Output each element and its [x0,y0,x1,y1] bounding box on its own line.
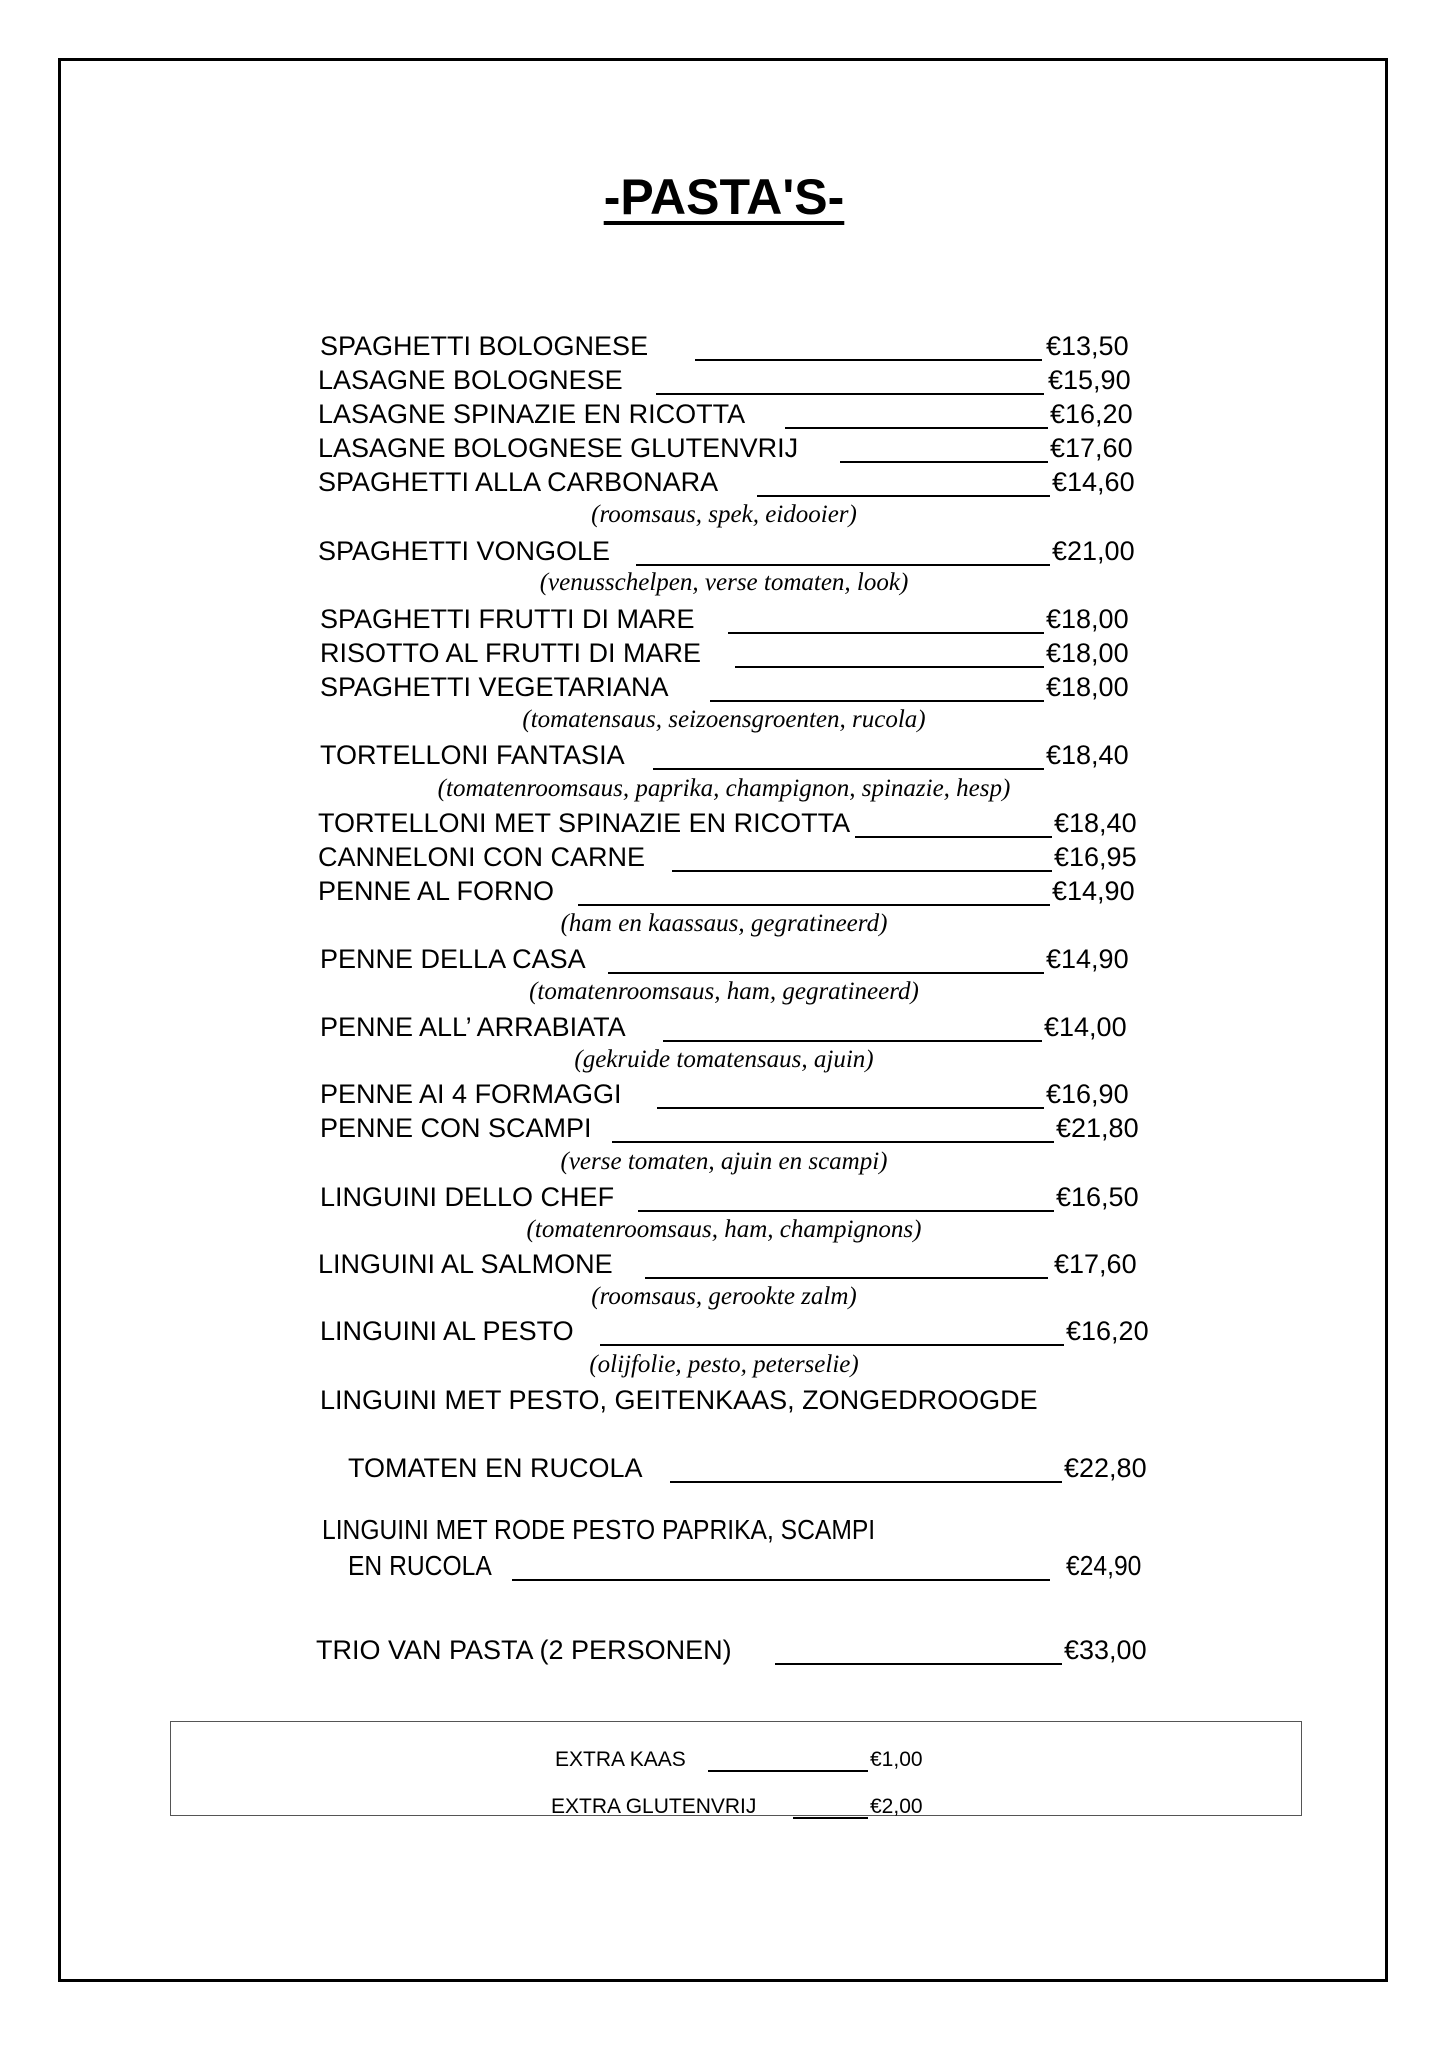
menu-item-price: €13,50 [1046,331,1129,361]
menu-item-price: €14,60 [1052,467,1135,497]
price-leader-line [612,1111,1054,1143]
extra-item-price: €1,00 [870,1748,923,1771]
menu-item [0,942,1448,976]
menu-item-name: LINGUINI AL SALMONE [318,1249,613,1279]
menu-item-price: €14,90 [1046,944,1129,974]
price-leader-line [785,397,1048,429]
menu-item [0,636,1448,670]
menu-item [0,397,1448,431]
menu-item-name: SPAGHETTI VEGETARIANA [320,672,669,702]
menu-item-price: €18,00 [1046,638,1129,668]
menu-item [0,1010,1448,1044]
menu-item [0,1247,1448,1281]
price-leader-line [840,431,1048,463]
menu-item-price: €16,20 [1066,1316,1149,1346]
menu-item [0,1549,1448,1583]
menu-item-description: (venusschelpen, verse tomaten, look) [539,569,909,596]
menu-item-description: (roomsaus, spek, eidooier) [591,501,857,528]
menu-item-price: €14,90 [1052,876,1135,906]
price-leader-line [653,738,1044,770]
menu-item-name: LASAGNE BOLOGNESE [318,365,623,395]
menu-item-price: €21,80 [1056,1113,1139,1143]
menu-item [0,1180,1448,1214]
price-leader-line [710,670,1044,702]
menu-item-price: €18,00 [1046,672,1129,702]
menu-item-description: (gekruide tomatensaus, ajuin) [574,1046,874,1073]
price-leader-line [775,1633,1062,1665]
menu-item [0,670,1448,704]
price-leader-line [645,1247,1048,1279]
menu-item [0,534,1448,568]
price-leader-line [608,942,1044,974]
menu-item-name: LINGUINI AL PESTO [320,1316,574,1346]
price-leader-line [636,534,1050,566]
price-leader-line [728,602,1044,634]
menu-item-name: PENNE CON SCAMPI [320,1113,592,1143]
menu-item [0,1111,1448,1145]
menu-item-price: €18,40 [1046,740,1129,770]
price-leader-line [670,1451,1062,1483]
menu-item-name: TOMATEN EN RUCOLA [348,1453,643,1483]
menu-title [0,169,1448,225]
menu-item-price: €14,00 [1044,1012,1127,1042]
menu-item [0,738,1448,772]
menu-item-price: €16,90 [1046,1079,1129,1109]
extra-item [0,1793,1448,1821]
menu-item-price: €18,40 [1054,808,1137,838]
menu-item [0,874,1448,908]
menu-item-price: €16,20 [1050,399,1133,429]
menu-item [0,840,1448,874]
menu-item [0,1451,1448,1485]
menu-item-price: €16,50 [1056,1182,1139,1212]
menu-item-name: RISOTTO AL FRUTTI DI MARE [320,638,702,668]
menu-item-name: EN RUCOLA [348,1550,492,1581]
menu-item-name: SPAGHETTI BOLOGNESE [320,331,649,361]
menu-item-name: TRIO VAN PASTA (2 PERSONEN) [316,1635,732,1665]
menu-item-description: (roomsaus, gerookte zalm) [591,1283,857,1310]
menu-item-description: (olijfolie, pesto, peterselie) [589,1351,859,1378]
price-leader-line [672,840,1052,872]
menu-item-price: €15,90 [1048,365,1131,395]
menu-item-name: SPAGHETTI ALLA CARBONARA [318,467,719,497]
menu-item-price: €24,90 [1066,1550,1142,1581]
price-leader-line [512,1549,1050,1581]
menu-item-price: €18,00 [1046,604,1129,634]
menu-item [0,806,1448,840]
menu-item-description: (tomatenroomsaus, ham, gegratineerd) [529,978,919,1005]
menu-item-name: LINGUINI DELLO CHEF [320,1182,615,1212]
menu-item-description: (tomatensaus, seizoensgroenten, rucola) [522,706,926,733]
price-leader-line [663,1010,1042,1042]
menu-item-price: €21,00 [1052,536,1135,566]
menu-item-name: SPAGHETTI FRUTTI DI MARE [320,604,695,634]
price-leader-line [638,1180,1054,1212]
price-leader-line [793,1793,868,1819]
price-leader-line [855,806,1052,838]
menu-item-description: (tomatenroomsaus, ham, champignons) [526,1216,922,1243]
price-leader-line [695,329,1042,361]
menu-item-name: PENNE AI 4 FORMAGGI [320,1079,622,1109]
extra-item-price: €2,00 [870,1795,923,1818]
menu-item [0,329,1448,363]
price-leader-line [708,1746,868,1772]
menu-item-description: (verse tomaten, ajuin en scampi) [560,1148,888,1175]
menu-item [0,1077,1448,1111]
menu-item-price: €17,60 [1050,433,1133,463]
extra-item-name: EXTRA KAAS [555,1748,686,1771]
menu-item-name: CANNELONI CON CARNE [318,842,646,872]
menu-item-price: €16,95 [1054,842,1137,872]
menu-item [0,363,1448,397]
menu-item [0,1314,1448,1348]
menu-item-description: (tomatenroomsaus, paprika, champignon, spinazie, hesp) [437,775,1011,802]
menu-item [0,465,1448,499]
price-leader-line [600,1314,1064,1346]
menu-item-name-line1: LINGUINI MET PESTO, GEITENKAAS, ZONGEDROOGDE [320,1385,1038,1415]
menu-item-name: PENNE DELLA CASA [320,944,586,974]
price-leader-line [578,874,1050,906]
extra-item-name: EXTRA GLUTENVRIJ [551,1795,757,1818]
menu-item [0,1633,1448,1667]
price-leader-line [735,636,1044,668]
menu-item-price: €17,60 [1054,1249,1137,1279]
menu-item-name: LASAGNE BOLOGNESE GLUTENVRIJ [318,433,799,463]
menu-item-name-line1: LINGUINI MET RODE PESTO PAPRIKA, SCAMPI [322,1514,876,1545]
menu-item-name: TORTELLONI MET SPINAZIE EN RICOTTA [318,808,851,838]
menu-item-price: €22,80 [1064,1453,1147,1483]
menu-item-name: SPAGHETTI VONGOLE [318,536,611,566]
menu-item-name: PENNE ALL’ ARRABIATA [320,1012,626,1042]
menu-item-description: (ham en kaassaus, gegratineerd) [560,910,888,937]
extra-item [0,1746,1448,1774]
menu-item-name: TORTELLONI FANTASIA [320,740,625,770]
price-leader-line [757,465,1050,497]
menu-item [0,431,1448,465]
menu-title-text: -PASTA'S- [603,169,845,225]
menu-item-name: PENNE AL FORNO [318,876,555,906]
menu-item-name: LASAGNE SPINAZIE EN RICOTTA [318,399,746,429]
menu-item [0,602,1448,636]
price-leader-line [656,363,1044,395]
price-leader-line [657,1077,1044,1109]
menu-item-price: €33,00 [1064,1635,1147,1665]
